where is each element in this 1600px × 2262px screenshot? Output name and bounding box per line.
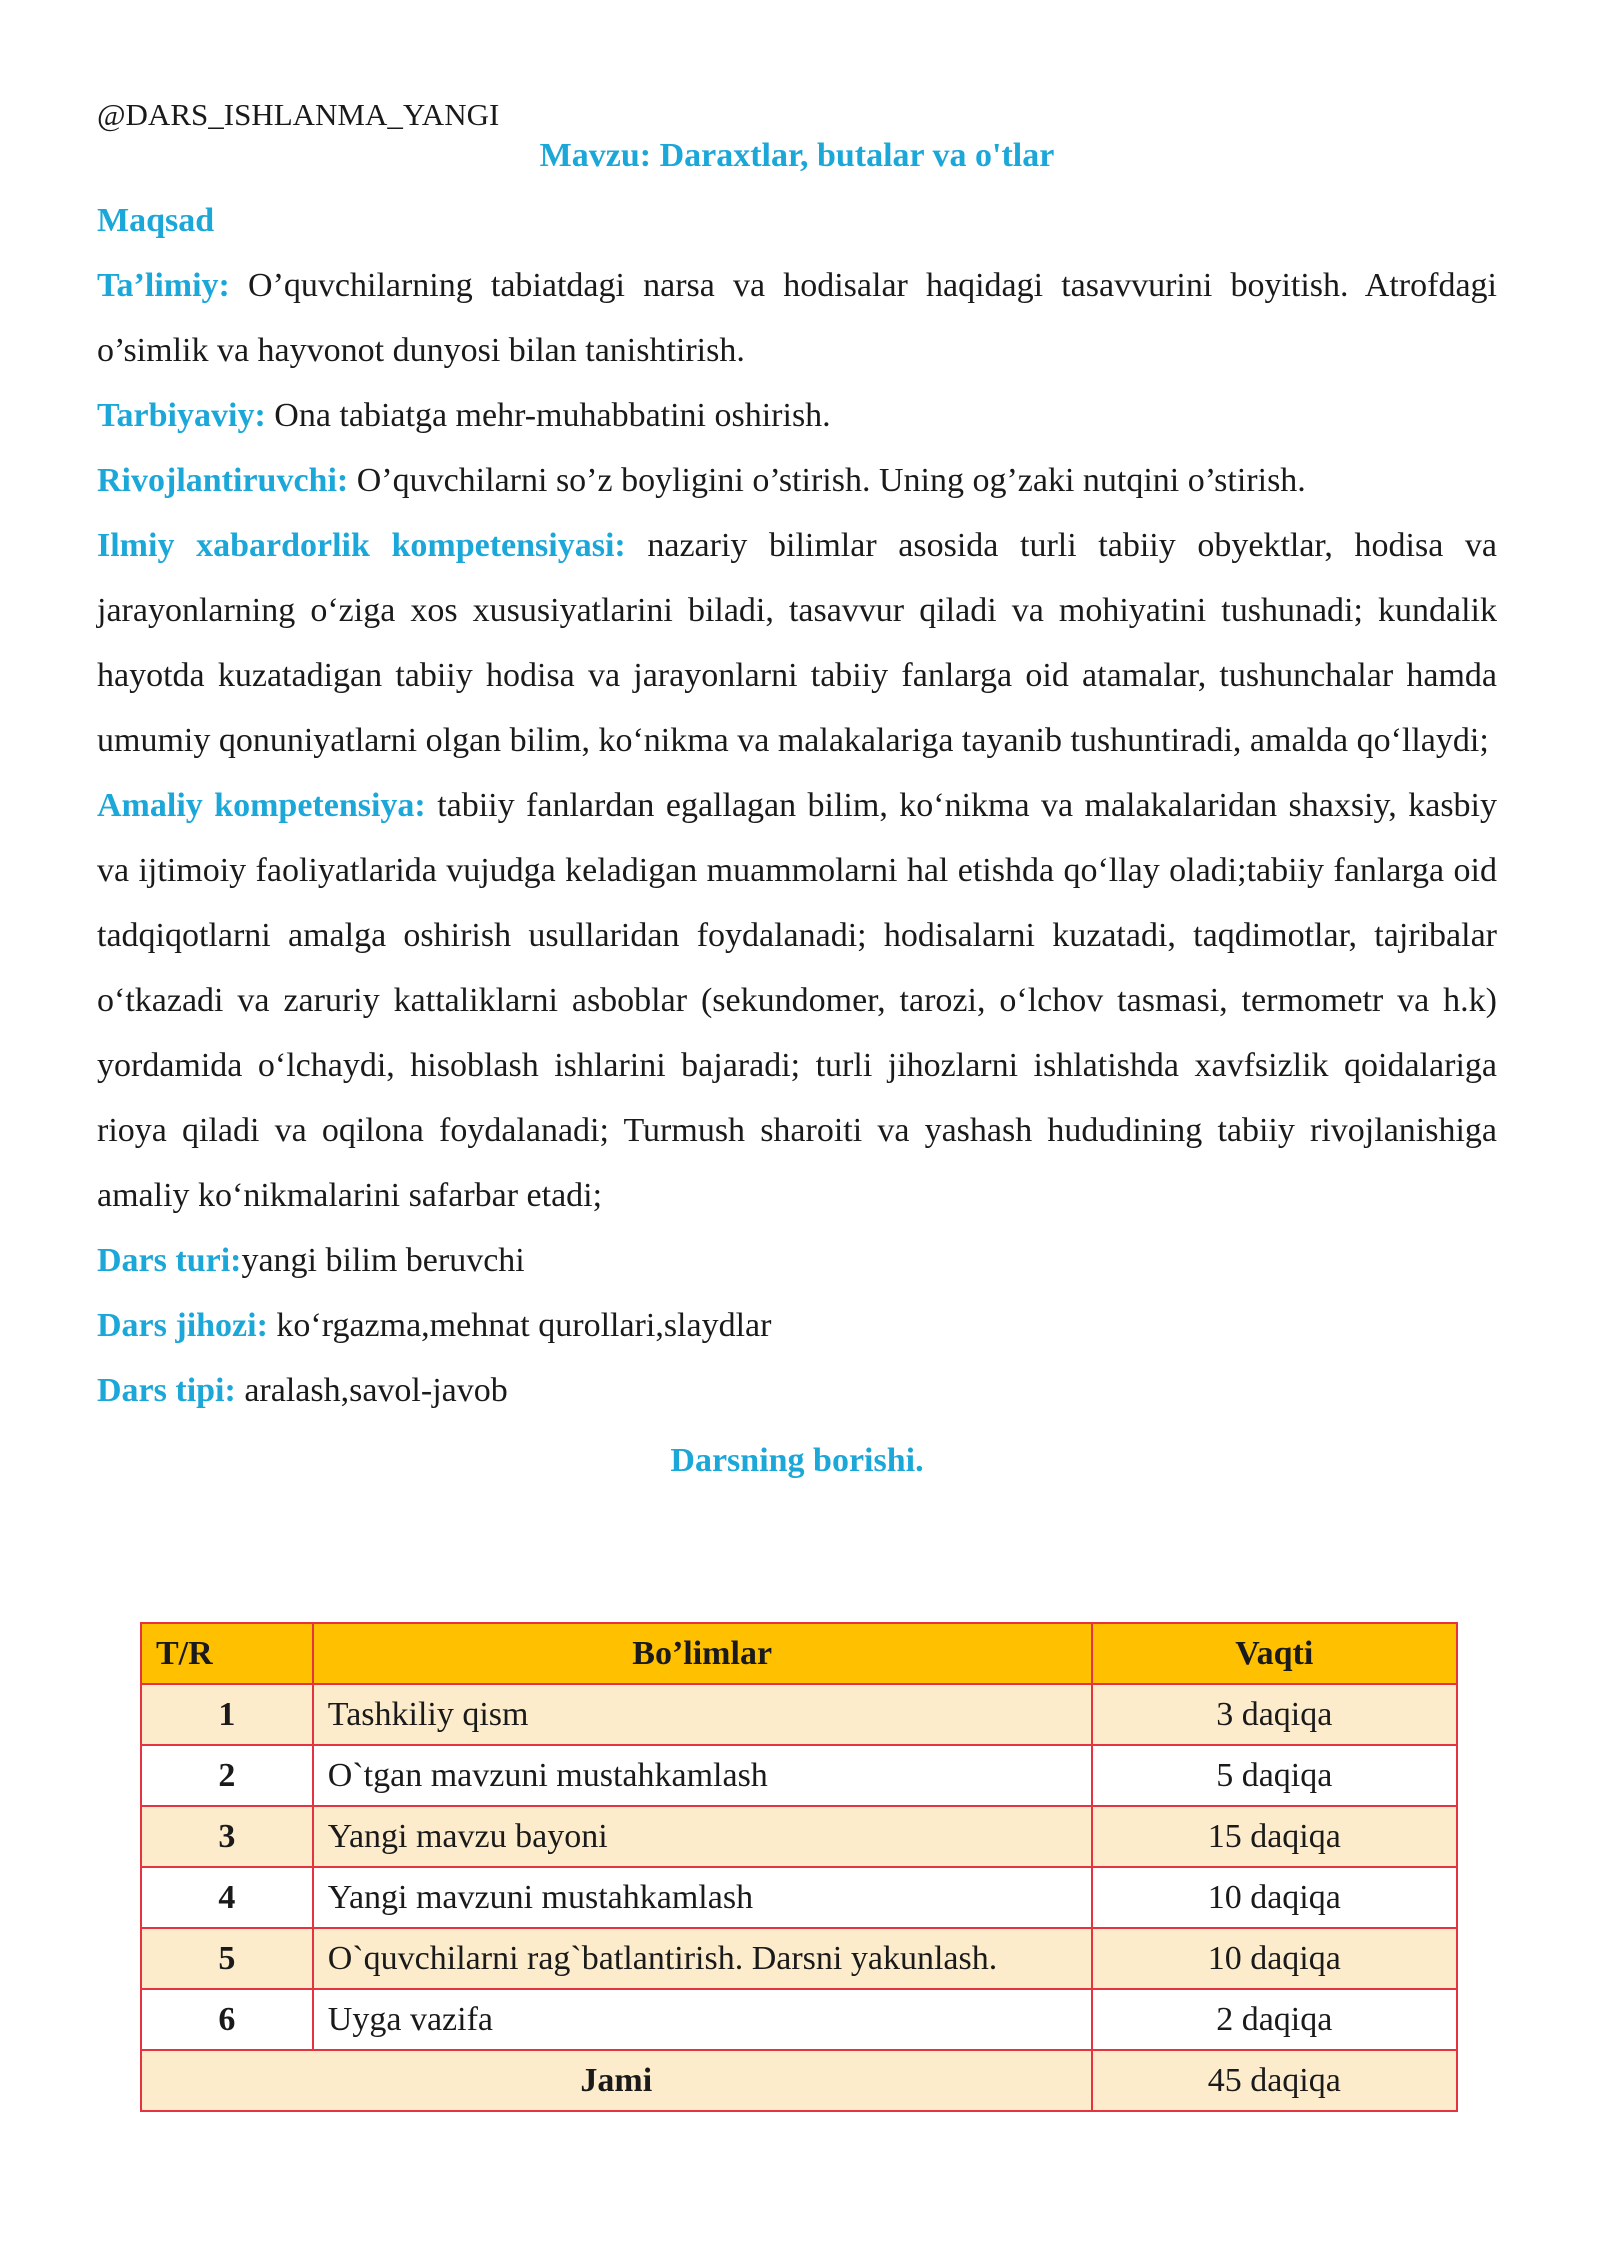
row-section: Yangi mavzuni mustahkamlash	[313, 1867, 1092, 1928]
table-row	[141, 1806, 1457, 1867]
paragraph-talimiy	[97, 253, 1497, 383]
table-header-row	[141, 1623, 1457, 1684]
paragraph-dars-jihozi	[97, 1293, 1497, 1358]
paragraph-dars-tipi	[97, 1358, 1497, 1423]
paragraph-dars-turi	[97, 1228, 1497, 1293]
paragraph-text: Ona tabiatga mehr-muhabbatini oshirish.	[265, 397, 831, 434]
paragraph-label: Dars tipi:	[97, 1372, 236, 1409]
row-time: 10 daqiqa	[1092, 1867, 1457, 1928]
row-section: O`tgan mavzuni mustahkamlash	[313, 1745, 1092, 1806]
row-time: 5 daqiqa	[1092, 1745, 1457, 1806]
paragraph-text: tabiiy fanlardan egallagan bilim, ko‘nikma va malakalaridan shaxsiy, kasbiy va ijtimoiy faoliyatlarida vujudga keladigan muammolarni hal etishda qo‘llay oladi;tabiiy fanlarga oid tadqiqotlarni amalga oshirish usullaridan foydalanadi; hodisalarni kuzatadi, taqdimotlar, tajribalar o‘tkazadi va zaruriy kattaliklarni asboblar (sekundomer, tarozi, o‘lchov tasmasi, termometr va h.k) yordamida o‘lchaydi, hisoblash ishlarini bajaradi; turli jihozlarni ishlatishda xavfsizlik qoidalariga rioya qiladi va oqilona foydalanadi; Turmush sharoiti va yashash hududining tabiiy rivojlanishiga amaliy ko‘nikmalarini safarbar etadi;	[97, 787, 1497, 1214]
table-total-row	[141, 2050, 1457, 2111]
row-number: 4	[141, 1867, 313, 1928]
paragraph-text: O’quvchilarning tabiatdagi narsa va hodisalar haqidagi tasavvurini boyitish. Atrofdagi o’simlik va hayvonot dunyosi bilan tanishtirish.	[97, 267, 1497, 369]
document-page	[97, 96, 1497, 1499]
column-header-number: T/R	[141, 1623, 313, 1684]
paragraph-text: aralash,savol-javob	[235, 1372, 508, 1409]
row-number: 2	[141, 1745, 313, 1806]
row-section: O`quvchilarni rag`batlantirish. Darsni yakunlash.	[313, 1928, 1092, 1989]
table-row	[141, 1867, 1457, 1928]
lesson-plan-table	[140, 1622, 1458, 2112]
paragraph-text: nazariy bilimlar asosida turli tabiiy obyektlar, hodisa va jarayonlarning o‘ziga xos xususiyatlarini biladi, tasavvur qiladi va mohiyatini tushunadi; kundalik hayotda kuzatadigan tabiiy hodisa va jarayonlarni tabiiy fanlarga oid atamalar, tushunchalar hamda umumiy qonuniyatlarni olgan bilim, ko‘nikma va malakalariga tayanib tushuntiradi, amalda qo‘llaydi;	[97, 527, 1497, 759]
paragraph-label: Tarbiyaviy:	[97, 397, 266, 434]
paragraph-text: ko‘rgazma,mehnat qurollari,slaydlar	[267, 1307, 772, 1344]
paragraph-label: Dars jihozi:	[97, 1307, 268, 1344]
paragraph-tarbiyaviy	[97, 383, 1497, 448]
row-time: 15 daqiqa	[1092, 1806, 1457, 1867]
paragraph-label: Dars turi:	[97, 1242, 242, 1279]
table-row	[141, 1745, 1457, 1806]
row-time: 10 daqiqa	[1092, 1928, 1457, 1989]
paragraph-text: O’quvchilarni so’z boyligini o’stirish. Uning og’zaki nutqini o’stirish.	[348, 462, 1306, 499]
total-time: 45 daqiqa	[1092, 2050, 1457, 2111]
page-title: Mavzu: Daraxtlar, butalar va o'tlar	[539, 137, 1055, 174]
paragraph-label: Ilmiy xabardorlik kompetensiyasi:	[97, 527, 626, 564]
row-section: Tashkiliy qism	[313, 1684, 1092, 1745]
section-heading: Darsning borishi.	[670, 1442, 924, 1479]
row-number: 6	[141, 1989, 313, 2050]
row-time: 3 daqiqa	[1092, 1684, 1457, 1745]
column-header-section: Bo’limlar	[313, 1623, 1092, 1684]
row-time: 2 daqiqa	[1092, 1989, 1457, 2050]
table-row	[141, 1989, 1457, 2050]
paragraph-label: Rivojlantiruvchi:	[97, 462, 349, 499]
paragraph-rivojlantiruvchi	[97, 448, 1497, 513]
row-number: 3	[141, 1806, 313, 1867]
paragraph-label: Amaliy kompetensiya:	[97, 787, 426, 824]
table-row	[141, 1684, 1457, 1745]
paragraph-text: yangi bilim beruvchi	[241, 1242, 525, 1279]
total-label: Jami	[141, 2050, 1092, 2111]
paragraph-label: Ta’limiy:	[97, 267, 230, 304]
row-section: Uyga vazifa	[313, 1989, 1092, 2050]
table-row	[141, 1928, 1457, 1989]
channel-handle: @DARS_ISHLANMA_YANGI	[97, 97, 500, 132]
row-number: 5	[141, 1928, 313, 1989]
column-header-time: Vaqti	[1092, 1623, 1457, 1684]
row-section: Yangi mavzu bayoni	[313, 1806, 1092, 1867]
maqsad-label: Maqsad	[97, 202, 215, 239]
paragraph-amaliy	[97, 773, 1497, 1228]
maqsad-heading	[97, 188, 1497, 253]
row-number: 1	[141, 1684, 313, 1745]
paragraph-ilmiy	[97, 513, 1497, 773]
